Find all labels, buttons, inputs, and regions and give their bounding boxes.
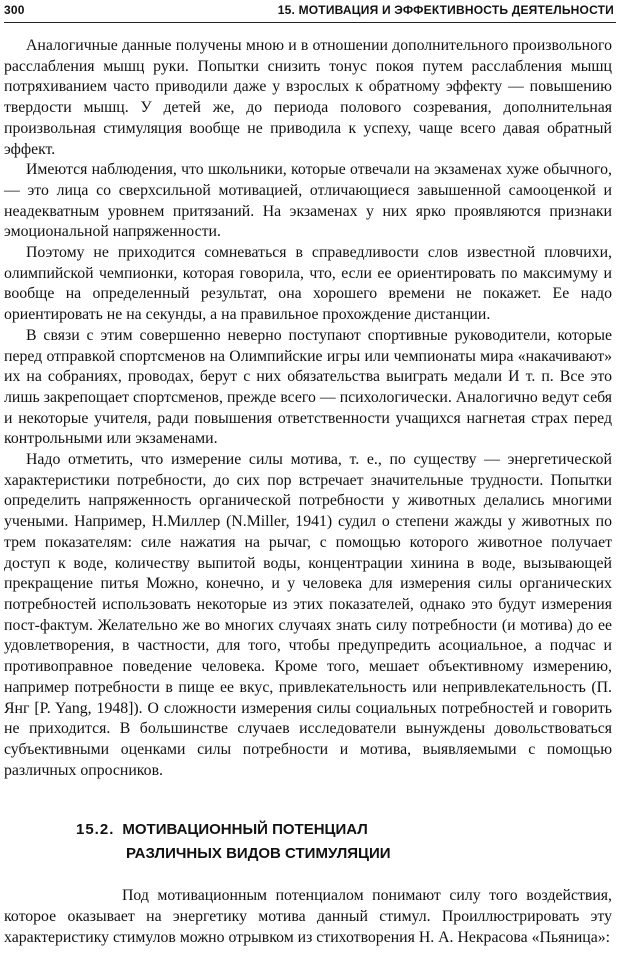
- paragraph-1: Аналогичные данные получены мною и в отношении дополнительного произвольного расслабления мышц руки. Попытки снизить тонус покоя путем расслабления мышц потряхиванием часто приводили даже у взрослых к обратному эффекту — повышению твердости мышц. У детей же, до периода полового созревания, дополнительная произвольная стимуляция вообще не приводила к успеху, чаще всего давая обратный эффект.: [4, 37, 612, 158]
- section-paragraph-1: Под мотивационным потенциалом понимают силу того воздействия, которое оказывает на энергетику мотива данный стимул. Проиллюстрировать эту характеристику стимулов можно отрывком из стихотворения Н. А. Некрасова «Пьяница»:: [4, 887, 612, 946]
- paragraph-2: Имеются наблюдения, что школьники, которые отвечали на экзаменах хуже обычного, — это лица со сверхсильной мотивацией, отличающиеся завышенной самооценкой и неадекватным уровнем притязаний. На экзаменах у них ярко проявляются признаки эмоциональной напряженности.: [4, 161, 612, 241]
- running-header: [4, 0, 616, 23]
- chapter-title: 15. МОТИВАЦИЯ И ЭФФЕКТИВНОСТЬ ДЕЯТЕЛЬНОСТИ: [277, 3, 614, 17]
- paragraph-5: Надо отметить, что измерение силы мотива, т. е., по существу — энергетической характеристики потребности, до сих пор встречает значительные трудности. Попытки определить напряженность органической потребности у животных делались многими учеными. Например, Н.Миллер (N.Miller, 1941) судил о степени жажды у животных по трем показателям: силе нажатия на рычаг, с помощью которого животное получает доступ к воде, количеству выпитой воды, концентрации хинина в воде, вызывающей прекращение питья Можно, конечно, и у человека для измерения силы органических потребностей использовать некоторые из этих показателей, однако это будут измерения пост-фактум. Желательно же во многих случаях знать силу потребности (и мотива) до ее удовлетворения, в частности, для того, чтобы предупредить асоциальное, а подчас и противоправное поведение человека. Кроме того, мешает объективному измерению, например потребности в пище ее вкус, привлекательность или непривлекательность (П. Янг [P. Yang, 1948]). О сложности измерения силы социальных потребностей и говорить не приходится. В большинстве случаев исследователи вынуждены довольствоваться субъективными оценками силы потребности и мотива, выявляемыми с помощью различных опросников.: [4, 451, 612, 779]
- section-text: [4, 885, 612, 948]
- section-heading: [76, 818, 391, 866]
- section-title-line-1: МОТИВАЦИОННЫЙ ПОТЕНЦИАЛ: [122, 821, 368, 838]
- paragraph-4: В связи с этим совершенно неверно поступают спортивные руководители, которые перед отправкой спортсменов на Олимпийские игры или чемпионаты мира «накачивают» их на собраниях, проводах, берут с них обязательства выиграть медали И т. п. Все это лишь закрепощает спортсменов, прежде всего — психологически. Аналогично ведут себя и некоторые учителя, ради повышения ответственности учащихся нагнетая страх перед контрольными или экзаменами.: [4, 326, 612, 448]
- paragraph-3: Поэтому не приходится сомневаться в справедливости слов известной пловчихи, олимпийской чемпионки, которая говорила, что, если ее ориентировать по максимуму и вообще на определенный результат, она хорошего времени не покажет. Ее надо ориентировать не на секунды, а на правильное прохождение дистанции.: [4, 244, 612, 324]
- section-title-line-2: РАЗЛИЧНЫХ ВИДОВ СТИМУЛЯЦИИ: [126, 845, 391, 862]
- page-number: 300: [4, 3, 25, 17]
- section-heading-line-1: [76, 818, 391, 842]
- section-number: 15.2.: [76, 821, 115, 838]
- body-text: [4, 36, 612, 781]
